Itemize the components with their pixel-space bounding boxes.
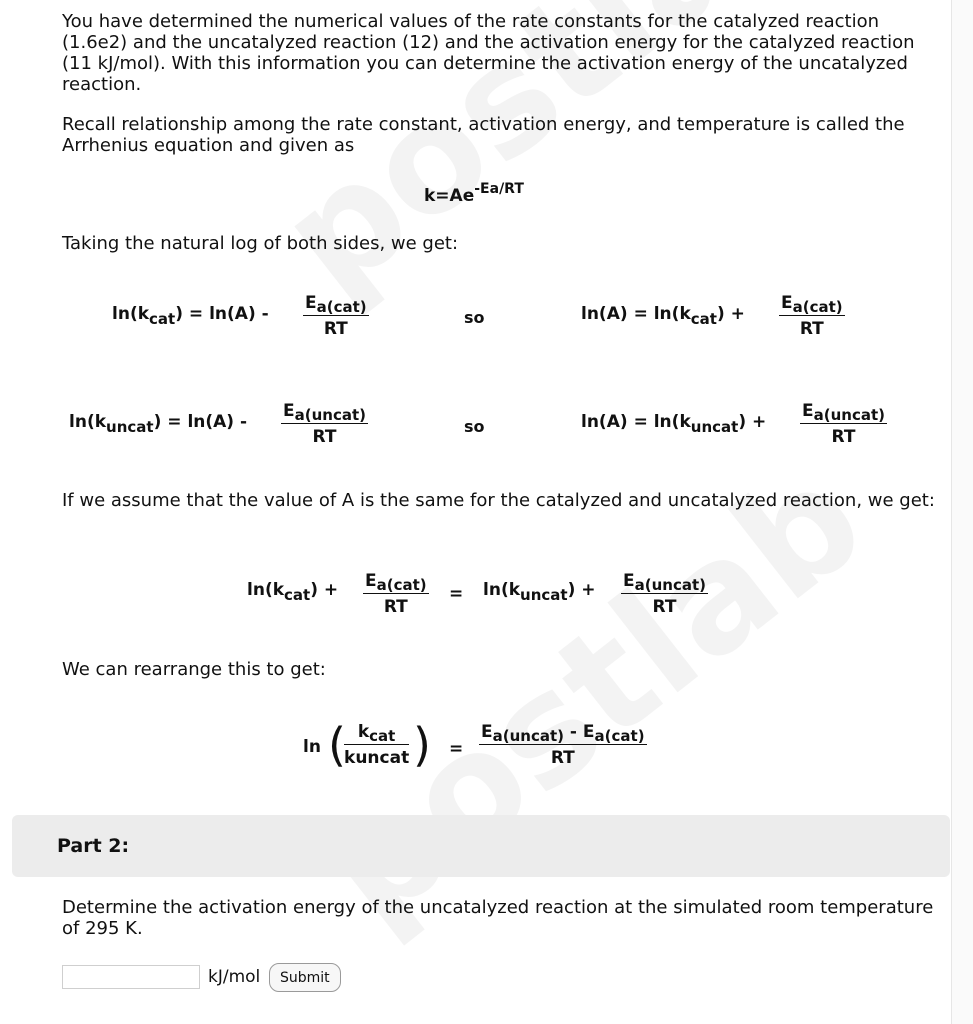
cat-subscript: cat <box>149 310 176 328</box>
paren: ( <box>671 304 680 324</box>
arrhenius-base: k=Ae <box>424 186 475 206</box>
a-cat-subscript: a(cat) <box>316 298 367 316</box>
eq1-fraction <box>303 293 369 339</box>
a-uncat-subscript: a(uncat) <box>813 406 885 424</box>
paren: ( <box>500 580 509 600</box>
a-cat-subscript: a(cat) <box>792 298 843 316</box>
paren: ) <box>567 580 576 600</box>
right-paren: ) <box>413 718 431 772</box>
rt-denominator: RT <box>550 748 575 768</box>
page-scrollbar[interactable] <box>951 0 973 1024</box>
ln-a: ln(A) <box>581 304 628 324</box>
uncat-subscript: uncat <box>690 418 739 436</box>
cat-subscript: cat <box>369 727 396 745</box>
e-symbol: E <box>305 293 317 313</box>
equals-sign: = <box>449 584 464 604</box>
rearrange-paragraph: We can rearrange this to get: <box>62 659 326 680</box>
eq1-left <box>112 304 269 328</box>
a-uncat-subscript: a(uncat) <box>294 406 366 424</box>
uncat-subscript: uncat <box>355 748 410 768</box>
k-symbol: k <box>357 722 370 742</box>
plus-sign: + <box>730 304 745 324</box>
minus-sign: - <box>569 722 577 742</box>
equals-sign: = <box>633 304 648 324</box>
minus-sign: - <box>261 304 269 324</box>
e-symbol: E <box>623 571 635 591</box>
ln-label: ln <box>247 580 265 600</box>
ln-a: ln(A) <box>581 412 628 432</box>
eq3-left <box>247 580 339 604</box>
eq2-fraction <box>281 401 368 447</box>
ln-label: ln <box>483 580 501 600</box>
e-symbol: E <box>283 401 295 421</box>
k-symbol: k <box>679 412 691 432</box>
assume-paragraph: If we assume that the value of A is the same for the catalyzed and uncatalyzed reaction, we get: <box>62 490 935 511</box>
unit-label: kJ/mol <box>208 967 261 987</box>
e-symbol: E <box>802 401 814 421</box>
eq3-left-fraction <box>363 571 429 617</box>
paren: ) <box>175 304 183 324</box>
ln-label: ln <box>112 304 130 324</box>
k-symbol: k <box>344 748 356 768</box>
k-ratio-fraction <box>344 722 409 768</box>
uncat-subscript: uncat <box>106 418 154 436</box>
ln-label: ln <box>653 412 672 432</box>
paren: ( <box>86 412 95 432</box>
rt-denominator: RT <box>312 427 337 447</box>
eq2-right-fraction <box>800 401 887 447</box>
cat-subscript: cat <box>690 310 717 328</box>
e-symbol: E <box>582 722 595 742</box>
eq2-right <box>581 412 767 436</box>
intro-paragraph: You have determined the numerical values of the rate constants for the catalyzed reaction (1.6e2) and the uncatalyzed reaction (12) and the activation energy for the catalyzed reaction (11 kJ/mol). With this information you can determine the activation energy of the uncatalyzed reaction. <box>62 11 915 95</box>
so-label: so <box>464 417 485 436</box>
part-title: Part 2: <box>57 835 130 857</box>
plus-sign: + <box>752 412 767 432</box>
plus-sign: + <box>581 580 596 600</box>
equals-sign: = <box>633 412 648 432</box>
rt-denominator: RT <box>831 427 856 447</box>
taking-log-paragraph: Taking the natural log of both sides, we get: <box>62 233 459 254</box>
a-cat-subscript: a(cat) <box>594 727 645 745</box>
a-uncat-subscript: a(uncat) <box>492 727 564 745</box>
e-symbol: E <box>365 571 377 591</box>
submit-button[interactable]: Submit <box>269 963 341 992</box>
paren: ) <box>310 580 318 600</box>
rt-denominator: RT <box>799 319 824 339</box>
paren: ) <box>716 304 725 324</box>
left-paren: ( <box>328 718 346 772</box>
eq2-left <box>69 412 248 436</box>
a-cat-subscript: a(cat) <box>376 576 427 594</box>
paren: ( <box>264 580 273 600</box>
ln-label: ln <box>69 412 87 432</box>
equals-sign: = <box>188 304 204 324</box>
k-symbol: k <box>137 304 150 324</box>
k-symbol: k <box>508 580 521 600</box>
eq1-right <box>581 304 745 328</box>
e-symbol: E <box>481 722 493 742</box>
ln-a: ln(A) <box>209 304 256 324</box>
paren: ) <box>738 412 747 432</box>
ea-difference-fraction <box>479 722 647 768</box>
eq1-right-fraction <box>779 293 845 339</box>
recall-paragraph: Recall relationship among the rate constant, activation energy, and temperature is called the Arrhenius equation and given as <box>62 114 905 156</box>
uncat-subscript: uncat <box>520 586 568 604</box>
paren: ) <box>153 412 162 432</box>
arrhenius-exponent: -Ea/RT <box>474 181 524 197</box>
plus-sign: + <box>323 580 339 600</box>
rt-denominator: RT <box>323 319 348 339</box>
k-symbol: k <box>679 304 691 324</box>
equals-sign: = <box>167 412 182 432</box>
part-header <box>12 815 950 877</box>
question-paragraph: Determine the activation energy of the uncatalyzed reaction at the simulated room temperature of 295 K. <box>62 897 934 939</box>
ln-label: ln <box>303 737 321 757</box>
k-symbol: k <box>94 412 107 432</box>
ln-label: ln <box>653 304 672 324</box>
eq3-right-fraction <box>621 571 708 617</box>
rt-denominator: RT <box>652 597 677 617</box>
k-symbol: k <box>272 580 285 600</box>
a-uncat-subscript: a(uncat) <box>634 576 706 594</box>
paren: ( <box>671 412 680 432</box>
arrhenius-equation <box>424 181 524 206</box>
rt-denominator: RT <box>383 597 408 617</box>
ln-a: ln(A) <box>187 412 235 432</box>
cat-subscript: cat <box>284 586 311 604</box>
e-symbol: E <box>781 293 793 313</box>
minus-sign: - <box>240 412 248 432</box>
equals-sign: = <box>449 739 464 759</box>
eq3-right <box>483 580 596 604</box>
paren: ( <box>129 304 138 324</box>
answer-input[interactable] <box>62 965 200 989</box>
so-label: so <box>464 308 485 327</box>
